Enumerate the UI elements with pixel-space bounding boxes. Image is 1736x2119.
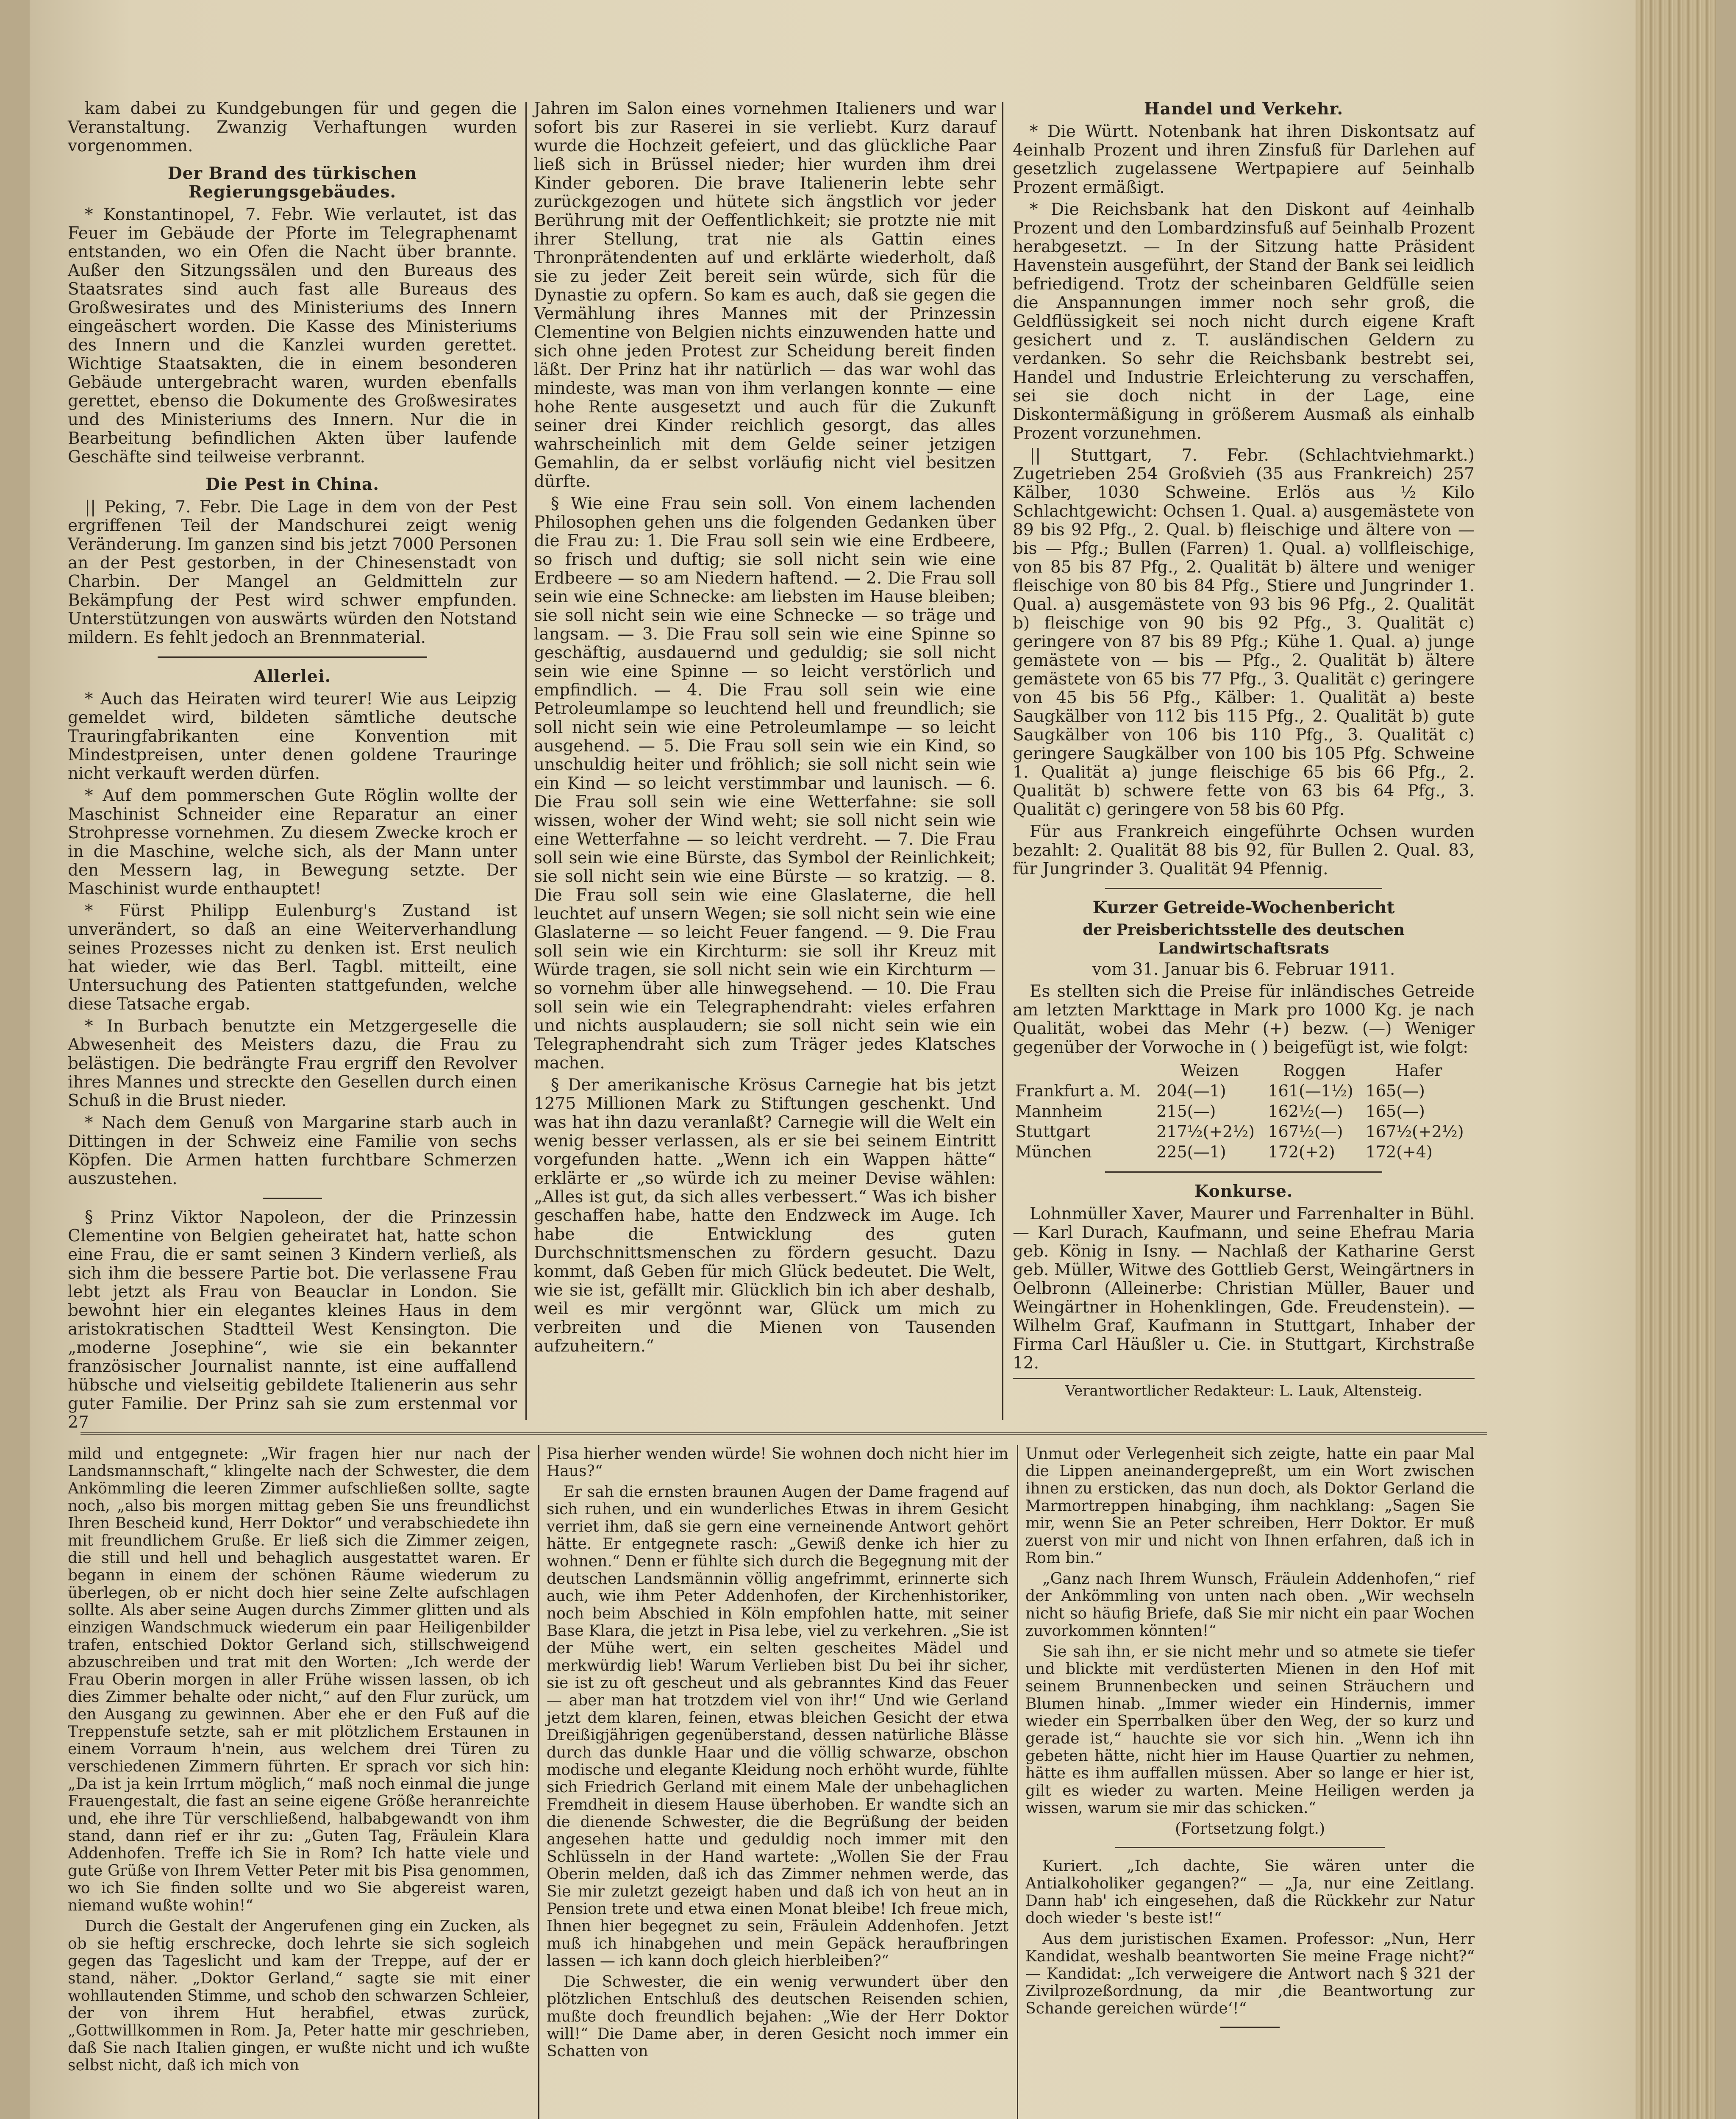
section-divider	[1115, 1847, 1385, 1848]
table-cell: 172(+2)	[1268, 1143, 1335, 1161]
article-french-oxen: Für aus Frankreich eingeführte Ochsen wurden bezahlt: 2. Qualität 88 bis 92, für Bullen 2. Qual. 83, für Jungrinder 3. Qualität 94 Pfennig.	[1013, 822, 1475, 879]
story-text: mild und entgegnete: „Wir fragen hier nur nach der Landsmannschaft,“ klingelte nach der Schwester, die dem Ankömmling die leeren Zimmer aufschließen sollte, sagte noch, „also bis morgen mittag geben Sie uns freundlichst Ihren Bescheid kund, Herr Doktor“ und verabschiedete ihn mit freundlichem Gruße. Er ließ sich die Zimmer zeigen, die still und hell und behaglich ausgestattet waren. Er begann in einem der schönen Räume wiederum zu überlegen, ob er nicht doch hier seine Zelte aufschlagen sollte. Als aber seine Augen durchs Zimmer glitten und als einzigen Wandschmuck wiederum ein paar Heiligenbilder trafen, entschied Doktor Gerland sich, stillschweigend abzuschreiben und trat mit den Worten: „Ich werde der Frau Oberin morgen in aller Frühe wissen lassen, ob ich dies Zimmer behalte oder nicht,“ auf den Flur zurück, um den Ausgang zu gewinnen. Aber ehe er den Fuß auf die Treppenstufe setzte, sah er mit plötzlichem Erstaunen in einem Vorraum h'nein, aus welchem drei Türen zu verschiedenen Zimmern führten. Er sprach vor sich hin: „Da ist ja kein Irrtum möglich,“ maß noch einmal die junge Frauengestalt, die fast an seine eigene Größe heranreichte und, ehe ihre Tür verschließend, halbabgewandt von ihm stand, dann rief er ihr zu: „Guten Tag, Fräulein Klara Addenhofen. Treffe ich Sie in Rom? Ich hatte viele und gute Grüße von Ihrem Vetter Peter mit bis Pisa genommen, wo ich Sie finden sollte und wo Sie abgereist waren, niemand wußte wohin!“	[68, 1445, 530, 1914]
section-rule	[81, 1432, 1487, 1435]
upper-column-2	[534, 100, 996, 1422]
table-row	[1013, 1121, 1475, 1142]
table-row	[1013, 1081, 1475, 1101]
table-row	[1013, 1101, 1475, 1121]
grain-intro: Es stellten sich die Preise für inländisches Getreide am letzten Markttage in Mark pro 1000 Kg. je nach Qualität, wobei das Mehr (+) bezw. (—) Weniger gegenüber der Vorwoche in ( ) beigefügt ist, wie folgt:	[1013, 982, 1475, 1057]
table-row	[1013, 1142, 1475, 1162]
table-cell: 162½(—)	[1268, 1102, 1343, 1121]
table-header-row	[1013, 1060, 1475, 1081]
newspaper-page	[30, 0, 1716, 2119]
table-cell: 167½(—)	[1268, 1122, 1343, 1141]
column-rule	[1002, 102, 1003, 1420]
article-intro: kam dabei zu Kundgebungen für und gegen die Veranstaltung. Zwanzig Verhaftungen wurden vorgenommen.	[68, 99, 517, 156]
article-notenbank: * Die Württ. Notenbank hat ihren Diskontsatz auf 4einhalb Prozent und ihren Zinsfuß für Darlehen auf gesetzlich zugelassene Wertpapiere auf 5einhalb Prozent ermäßigt.	[1013, 122, 1475, 197]
column-rule	[538, 1445, 539, 2119]
story-text: Er sah die ernsten braunen Augen der Dame fragend auf sich ruhen, und ein wunderliches Etwas in ihrem Gesicht verriet ihm, daß sie gern eine verneinende Antwort gehört hätte. Er entgegnete rasch: „Gewiß denke ich hier zu wohnen.“ Denn er fühlte sich durch die Begegnung mit der deutschen Landsmännin völlig angefrimmt, erinnerte sich auch, wie ihm Peter Addenhofen, der Kirchenhistoriker, noch beim Abschied in Köln empfohlen hatte, mit seiner Base Klara, die jetzt in Pisa lebe, viel zu verkehren. „Sie ist der Mühe wert, ein selten gescheites Mädel und merkwürdig lieb! Warum Verlieben bist Du bei ihr sicher, sie ist zu oft gescheut und als gebranntes Kind das Feuer — aber man hat trotzdem viel von ihr!“ Und wie Gerland jetzt dem klaren, feinen, etwas bleichen Gesicht der etwa Dreißigjährigen gegenüberstand, dessen natürliche Blässe durch das dunkle Haar und die völlig schwarze, obschon modische und elegante Kleidung noch erhöht wurde, fühlte sich Friedrich Gerland mit einem Male der unbehaglichen Fremdheit in diesem Hause überhoben. Er wandte sich an die dienende Schwester, die die Begrüßung der beiden angesehen hatte und geduldig noch immer mit den Schlüsseln in der Hand wartete: „Wollen Sie der Frau Oberin melden, daß ich das Zimmer nehmen werde, das Sie mir zuletzt gezeigt haben und daß ich von heut an in Pension trete und etwa einen Monat bleibe! Ich freue mich, Ihnen hier begegnet zu sein, Fräulein Addenhofen. Jetzt muß ich hinabgehen und mein Gepäck heraufbringen lassen — ich kann doch gleich hierbleiben?“	[547, 1483, 1008, 1970]
article-wife: § Wie eine Frau sein soll. Von einem lachenden Philosophen gehen uns die folgenden Gedanken über die Frau zu: 1. Die Frau soll sein wie eine Erdbeere, so frisch und duftig; sie soll nicht sein wie eine Erdbeere — so am Niedern haftend. — 2. Die Frau soll sein wie eine Schnecke: am liebsten im Hause bleiben; sie soll nicht sein wie eine Schnecke — so träge und langsam. — 3. Die Frau soll sein wie eine Spinne so geschäftig, ausdauernd und geduldig; sie soll nicht sein wie eine Spinne — so leicht verstörlich und empfindlich. — 4. Die Frau soll sein wie eine Petroleumlampe so leuchtend hell und freundlich; sie soll nicht sein wie eine Petroleumlampe — so leicht ausgehend. — 5. Die Frau soll sein wie ein Kind, so unschuldig heiter und fröhlich; sie soll nicht sein wie ein Kind — so leicht verstimmbar und launisch. — 6. Die Frau soll sein wie eine Wetterfahne: sie soll wissen, woher der Wind weht; sie soll nicht sein wie eine Wetterfahne — so leicht verdreht. — 7. Die Frau soll sein wie eine Bürste, das Symbol der Reinlichkeit; sie soll nicht sein wie eine Bürste — so kratzig. — 8. Die Frau soll sein wie eine Glaslaterne, die hell leuchtet auf unsern Wegen; sie soll nicht sein wie eine Glaslaterne — so leicht Feuer fangend. — 9. Die Frau soll sein wie ein Kirchturm: sie soll ihr Kreuz mit Würde tragen, sie soll nicht sein wie ein Kirchturm — so vornehm über alle hinwegsehend. — 10. Die Frau soll sein wie ein Telegraphendraht: vieles erfahren und nichts ausplaudern; sie soll nicht sein wie ein Telegraphendraht sich zum Träger jedes Klatsches machen.	[534, 494, 996, 1073]
section-divider	[158, 656, 427, 658]
table-cell: 217½(+2½)	[1156, 1122, 1255, 1141]
upper-column-1	[68, 99, 517, 1432]
table-cell: 172(+4)	[1365, 1143, 1433, 1161]
article-wedding: * Auch das Heiraten wird teurer! Wie aus Leipzig gemeldet wird, bildeten sämtliche deutsche Trauringfabrikanten eine Konvention mit Mindestpreisen, unter denen goldene Trauringe nicht verkauft werden dürfen.	[68, 690, 517, 783]
lower-column-2	[547, 1445, 1008, 2119]
table-header: Weizen	[1180, 1061, 1239, 1080]
article-bankruptcies: Lohnmüller Xaver, Maurer und Farrenhalter in Bühl. — Karl Durach, Kaufmann, und seine Ehefrau Maria geb. König in Isny. — Nachlaß der Katharine Gerst geb. Müller, Witwe des Gottlieb Gerst, Weingärtners in Oelbronn (Alleinerbe: Christian Müller, Bauer und Weingärtner in Hohenklingen, Gde. Freudenstein). — Wilhelm Graf, Kaufmann in Stuttgart, Inhaber der Firma Carl Häußler u. Cie. in Stuttgart, Kirchstraße 12.	[1013, 1204, 1475, 1373]
end-divider	[1220, 2027, 1280, 2028]
table-cell: 204(—1)	[1156, 1082, 1226, 1100]
headline-fire: Der Brand des türkischen Regierungsgebäudes.	[167, 164, 417, 202]
article-fire: * Konstantinopel, 7. Febr. Wie verlautet, ist das Feuer im Gebäude der Pforte im Telegraphenamt entstanden, wo ein Ofen die Nacht über brannte. Außer den Sitzungssälen und den Bureaus des Staatsrates sind auch fast alle Bureaus des Großwesirates und des Ministeriums des Innern eingeäschert worden. Die Kasse des Ministeriums des Innern und die Kanzlei wurden gerettet. Wichtige Staatsakten, die in einem besonderen Gebäude untergebracht waren, wurden ebenfalls gerettet, ebenso die Dokumente des Großwesirates und des Ministeriums des Innern. Nur die in Bearbeitung befindlichen Akten über laufende Geschäfte sind teilweise verbrannt.	[68, 205, 517, 467]
editor-imprint: Verantwortlicher Redakteur: L. Lauk, Altensteig.	[1013, 1378, 1475, 1400]
article-napoleon: § Prinz Viktor Napoleon, der die Prinzessin Clementine von Belgien geheiratet hat, hatte schon eine Frau, die er samt seinen 3 Kindern verließ, als sich ihm die bessere Partie bot. Die verlassene Frau lebt jetzt als Frau von Beauclar in London. Sie bewohnt hier ein elegantes kleines Haus in dem aristokratischen Stadtteil West Kensington. Die „moderne Josephine“, wie sie ein bekannter französischer Journalist nannte, ist eine auffallend hübsche und vielseitig gebildete Italienerin aus sehr guter Familie. Der Prinz sah sie zum erstenmal vor 27	[68, 1208, 517, 1432]
section-divider	[1105, 1171, 1382, 1173]
table-cell: 161(—1½)	[1268, 1082, 1353, 1100]
article-burbach: * In Burbach benutzte ein Metzgergeselle die Abwesenheit des Meisters dazu, die Frau zu belästigen. Die bedrängte Frau ergriff den Revolver ihres Mannes und streckte den Gesellen durch einen Schuß in die Brust nieder.	[68, 1017, 517, 1110]
table-header: Hafer	[1395, 1061, 1442, 1080]
story-text: Pisa hierher wenden würde! Sie wohnen doch nicht hier im Haus?“	[547, 1445, 1008, 1480]
table-cell: Stuttgart	[1015, 1122, 1090, 1141]
article-napoleon-cont: Jahren im Salon eines vornehmen Italieners und war sofort bis zur Raserei in sie verliebt. Kurz darauf wurde die Hochzeit gefeiert, und das glückliche Paar ließ sich in Brüssel nieder; hier wurden ihm drei Kinder geboren. Die brave Italienerin lebte sehr zurückgezogen und hütete sich ängstlich vor jeder Berührung mit der Oeffentlichkeit; sie protzte nie mit ihrer Stellung, trat nie als Gattin eines Thronprätendenten auf und erklärte wiederholt, daß sie zu jeder Zeit bereit sein würde, sich für die Dynastie zu opfern. So kam es auch, daß sie gegen die Vermählung ihres Mannes mit der Prinzessin Clementine von Belgien nichts einzuwenden hatte und sich ohne jeden Protest zur Scheidung bereit finden läßt. Der Prinz hat ihr natürlich — das war wohl das mindeste, was man von ihm verlangen konnte — eine hohe Rente ausgesetzt und auch für die Zukunft seiner drei Kinder reichlich gesorgt, das alles wahrscheinlich mit dem Gelde seiner jetzigen Gemahlin, da er selbst vorläufig nicht viel besitzen dürfte.	[534, 99, 996, 491]
headline-plague: Die Pest in China.	[206, 475, 379, 494]
column-rule	[1017, 1445, 1018, 2119]
section-divider	[1105, 888, 1382, 889]
table-cell: Frankfurt a. M.	[1015, 1082, 1141, 1100]
table-cell: München	[1015, 1143, 1092, 1161]
story-text: Sie sah ihn, er sie nicht mehr und so atmete sie tiefer und blickte mit verdüsterten Mienen in den Hof mit seinem Brunnenbecken und seinen Sträuchern und Blumen hinab. „Immer wieder ein Hindernis, immer wieder ein Sperrbalken über den Weg, der so kurz und gerade ist,“ hauchte sie vor sich hin. „Wenn ich ihn gebeten hätte, nicht hier im Hause Quartier zu nehmen, hätte es ihm auffallen müssen. Aber so lange er hier ist, gilt es wieder zu warten. Meine Heiligen werden ja wissen, warum sie mir das schicken.“	[1025, 1643, 1475, 1817]
article-machinist: * Auf dem pommerschen Gute Röglin wollte der Maschinist Schneider eine Reparatur an einer Strohpresse vornehmen. Zu diesem Zwecke kroch er in die Maschine, welche sich, als der Mann unter den Messern lag, in Bewegung setzte. Der Maschinist wurde enthauptet!	[68, 786, 517, 898]
joke-kuriert: Kuriert. „Ich dachte, Sie wären unter die Antialkoholiker gegangen?“ — „Ja, nur eine Zeitlang. Dann hab' ich eingesehen, daß die Rückkehr zur Natur doch wieder 's beste ist!“	[1025, 1858, 1475, 1927]
headline-trade: Handel und Verkehr.	[1144, 99, 1344, 119]
lower-column-3	[1025, 1445, 1475, 2119]
table-cell: 215(—)	[1156, 1102, 1216, 1121]
table-cell: 225(—1)	[1156, 1143, 1226, 1161]
story-text: Durch die Gestalt der Angerufenen ging ein Zucken, als ob sie heftig erschrecke, doch lehrte sie sich sogleich gegen das Tageslicht und kam der Treppe, auf der er stand, näher. „Doktor Gerland,“ sagte sie mit einer wohllautenden Stimme, und schob den schwarzen Schleier, der von ihrem Hut herabfiel, etwas zurück, „Gottwillkommen in Rom. Ja, Peter hatte mir geschrieben, daß Sie nach Italien gingen, er wußte nicht und ich wußte selbst nicht, daß ich mich von	[68, 1918, 530, 2074]
table-header	[1013, 1060, 1154, 1081]
table-cell: 167½(+2½)	[1365, 1122, 1464, 1141]
upper-column-3	[1013, 100, 1475, 1422]
story-text: Die Schwester, die ein wenig verwundert über den plötzlichen Entschluß des deutschen Reisenden schien, mußte doch freundlich bejahen: „Wie der Herr Doktor will!“ Die Dame aber, in deren Gesicht noch immer ein Schatten von	[547, 1973, 1008, 2060]
grain-subtitle: der Preisberichtsstelle des deutschen Landwirtschaftsrats	[1083, 921, 1405, 957]
article-plague: || Peking, 7. Febr. Die Lage in dem von der Pest ergriffenen Teil der Mandschurei zeigt wenig Veränderung. Im ganzen sind bis jetzt 7000 Personen an der Pest gestorben, in der Chinesenstadt von Charbin. Der Mangel an Geldmitteln zur Bekämpfung der Pest wird schwer empfunden. Unterstützungen von auswärts würden den Notstand mildern. Es fehlt jedoch an Brennmaterial.	[68, 498, 517, 647]
book-edge	[1636, 0, 1716, 2119]
short-divider	[263, 1198, 322, 1199]
grain-price-table	[1013, 1060, 1475, 1162]
continuation-note: (Fortsetzung folgt.)	[1175, 1820, 1325, 1838]
table-cell: 165(—)	[1365, 1102, 1425, 1121]
table-cell: 165(—)	[1365, 1082, 1425, 1100]
table-header: Roggen	[1283, 1061, 1346, 1080]
article-margarine: * Nach dem Genuß von Margarine starb auch in Dittingen in der Schweiz eine Familie von sechs Köpfen. Die Armen hatten furchtbare Schmerzen auszustehen.	[68, 1113, 517, 1188]
article-eulenburg: * Fürst Philipp Eulenburg's Zustand ist unverändert, so daß an eine Weiterverhandlung seines Prozesses nicht zu denken ist. Erst neulich hat wieder, wie das Berl. Tagbl. mitteilt, eine Untersuchung des Patienten stattgefunden, welche diese Tatsache ergab.	[68, 901, 517, 1014]
column-rule	[525, 102, 527, 1420]
headline-allerlei: Allerlei.	[253, 667, 331, 686]
story-text: „Ganz nach Ihrem Wunsch, Fräulein Addenhofen,“ rief der Ankömmling von unten nach oben. „Wir wechseln nicht so häufig Briefe, daß Sie mir nicht ein paar Wochen zuvorkommen könnten!“	[1025, 1570, 1475, 1640]
lower-column-1	[68, 1445, 530, 2119]
article-cattle-market: || Stuttgart, 7. Febr. (Schlachtviehmarkt.) Zugetrieben 254 Großvieh (35 aus Frankreich) 257 Kälber, 1030 Schweine. Erlös aus ½ Kilo Schlachtgewicht: Ochsen 1. Qual. a) ausgemästete von 89 bis 92 Pfg., 2. Qual. b) fleischige und ältere von — bis — Pfg.; Bullen (Farren) 1. Qual. a) vollfleischige, von 85 bis 87 Pfg., 2. Qualität b) ältere und weniger fleischige von 80 bis 84 Pfg., Stiere und Jungrinder 1. Qual. a) ausgemästete von 93 bis 96 Pfg., 2. Qualität b) fleischige von 90 bis 92 Pfg., 3. Qualität c) geringere von 87 bis 89 Pfg.; Kühe 1. Qual. a) junge gemästete von — bis — Pfg., 2. Qualität b) ältere gemästete von 65 bis 77 Pfg., 3. Qualität c) geringere von 45 bis 56 Pfg., Kälber: 1. Qualität a) beste Saugkälber von 112 bis 115 Pfg., 2. Qualität b) gute Saugkälber von 106 bis 110 Pfg., 3. Qualität c) geringere Saugkälber von 100 bis 105 Pfg. Schweine 1. Qualität a) junge fleischige 65 bis 66 Pfg., 2. Qualität b) schwere fette von 63 bis 64 Pfg., 3. Qualität c) geringere von 58 bis 60 Pfg.	[1013, 446, 1475, 819]
article-carnegie: § Der amerikanische Krösus Carnegie hat bis jetzt 1275 Millionen Mark zu Stiftungen geschenkt. Und was hat ihn dazu veranlaßt? Carnegie will die Welt ein wenig besser verlassen, als er sie bei seinem Eintritt vorgefunden hatte. „Wenn ich ein Wappen hätte“ erklärte er „so würde ich zu meiner Devise wählen: „Alles ist gut, da sich alles verbessert.“ Was ich bisher geschaffen habe, hatte den Endzweck im Auge. Ich habe die Entwicklung des guten Durchschnittsmenschen zu fördern gesucht. Dazu kommt, daß Geben für mich Glück bedeutet. Die Welt, wie sie ist, gefällt mir. Glücklich bin ich aber deshalb, weil es mir vergönnt war, Glück um mich zu verbreiten und die Mienen von Tausenden aufzuheitern.“	[534, 1076, 996, 1356]
headline-bankruptcies: Konkurse.	[1194, 1182, 1293, 1201]
table-cell: Mannheim	[1015, 1102, 1103, 1121]
story-text: Unmut oder Verlegenheit sich zeigte, hatte ein paar Mal die Lippen aneinandergepreßt, um ein Wort zwischen ihnen zu ersticken, das nun doch, als Doktor Gerland die Marmortreppen hinabging, ihm nachklang: „Sagen Sie mir, wenn Sie an Peter schreiben, Herr Doktor. Er muß zuerst von mir und nicht von Ihnen erfahren, daß ich in Rom bin.“	[1025, 1445, 1475, 1567]
headline-grain: Kurzer Getreide-Wochenbericht	[1092, 898, 1395, 918]
joke-exam: Aus dem juristischen Examen. Professor: „Nun, Herr Kandidat, weshalb beantworten Sie meine Frage nicht?“ — Kandidat: „Ich verweigere die Antwort nach § 321 der Zivilprozeßordnung, da mir ‚die Beantwortung zur Schande gereichen würde‘!“	[1025, 1930, 1475, 2017]
article-reichsbank: * Die Reichsbank hat den Diskont auf 4einhalb Prozent und den Lombardzinsfuß auf 5einhalb Prozent herabgesetzt. — In der Sitzung hatte Präsident Havenstein ausgeführt, der Stand der Bank sei leidlich befriedigend. Trotz der scheinbaren Geldfülle seien die Anspannungen immer noch sehr groß, die Geldflüssigkeit sei noch nicht durch eigene Kraft gesichert und z. T. ausländischen Geldern zu verdanken. So sehr die Reichsbank bestrebt sei, Handel und Industrie Erleichterung zu verschaffen, sei sie doch nicht in der Lage, eine Diskontermäßigung in größerem Ausmaß als einhalb Prozent vorzunehmen.	[1013, 200, 1475, 443]
grain-dates: vom 31. Januar bis 6. Februar 1911.	[1092, 960, 1395, 979]
